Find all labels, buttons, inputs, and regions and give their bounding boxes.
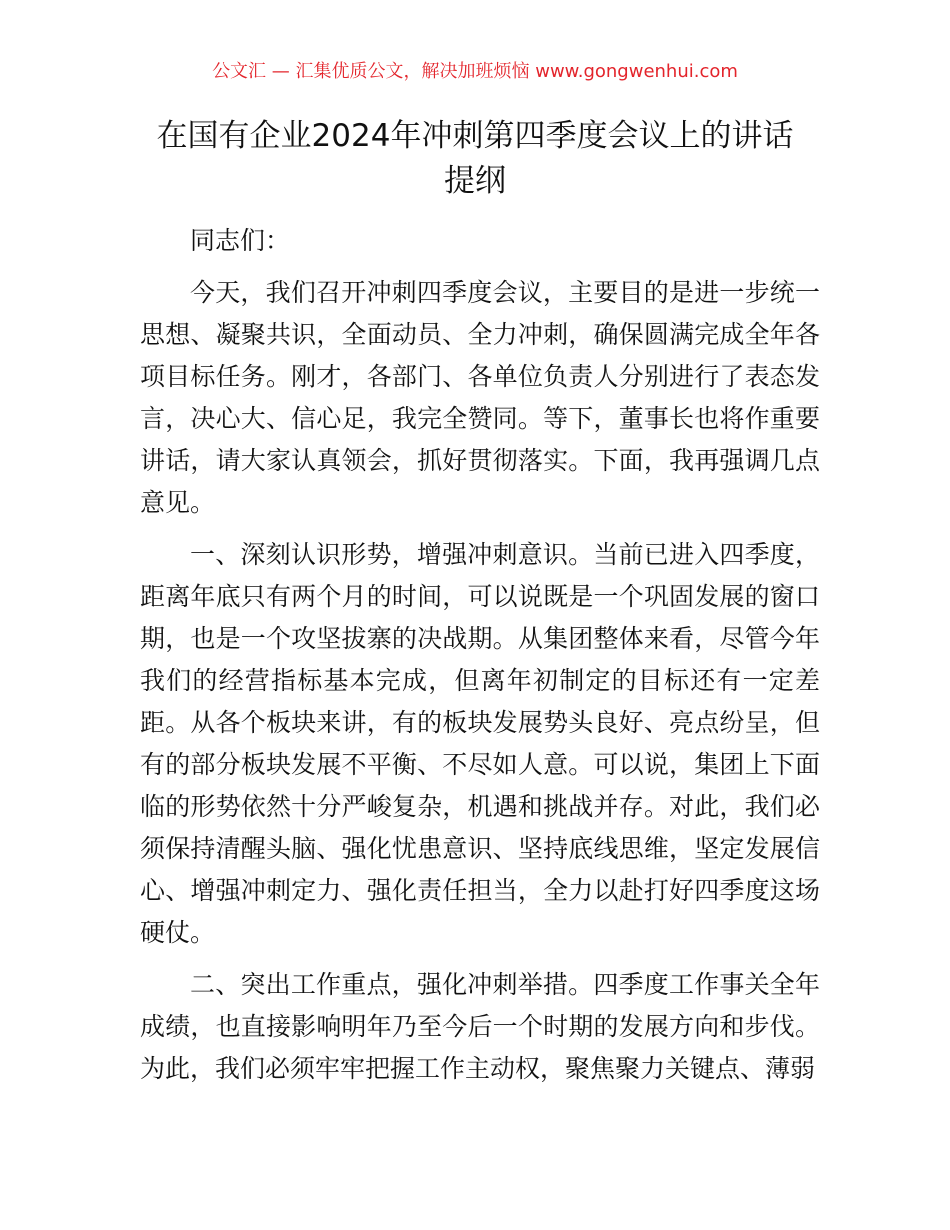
text-line: 思想、凝聚共识，全面动员、全力冲刺，确保圆满完成全年各 [140,320,820,349]
document-body [140,220,820,1100]
text-line: 距。从各个板块来讲，有的板块发展势头良好、亮点纷呈，但 [140,708,820,737]
paragraph [140,220,820,262]
text-line: 心、增强冲刺定力、强化责任担当，全力以赴打好四季度这场 [140,876,820,905]
paragraph [140,272,820,524]
site-watermark-header: 公文汇 — 汇集优质公文，解决加班烦恼 www.gongwenhui.com [212,61,738,82]
text-line: 二、突出工作重点，强化冲刺举措。四季度工作事关全年 [190,970,820,999]
text-line: 硬仗。 [140,918,216,947]
text-line: 为此，我们必须牢牢把握工作主动权，聚焦聚力关键点、薄弱 [140,1054,816,1083]
text-line: 须保持清醒头脑、强化忧患意识、坚持底线思维，坚定发展信 [140,834,820,863]
text-line: 有的部分板块发展不平衡、不尽如人意。可以说，集团上下面 [140,750,820,779]
text-line: 期，也是一个攻坚拔寨的决战期。从集团整体来看，尽管今年 [140,624,820,653]
title-line: 提纲 [444,163,506,199]
text-line: 临的形势依然十分严峻复杂，机遇和挑战并存。对此，我们必 [140,792,820,821]
text-line: 意见。 [140,488,216,517]
text-line: 同志们： [190,226,291,255]
text-line: 我们的经营指标基本完成，但离年初制定的目标还有一定差 [140,666,820,695]
text-line: 成绩，也直接影响明年乃至今后一个时期的发展方向和步伐。 [140,1012,820,1041]
text-line: 讲话，请大家认真领会，抓好贯彻落实。下面，我再强调几点 [140,446,820,475]
text-line: 距离年底只有两个月的时间，可以说既是一个巩固发展的窗口 [140,582,820,611]
text-line: 项目标任务。刚才，各部门、各单位负责人分别进行了表态发 [140,362,820,391]
text-line: 一、深刻认识形势，增强冲刺意识。当前已进入四季度， [190,540,820,569]
text-line: 言，决心大、信心足，我完全赞同。等下，董事长也将作重要 [140,404,820,433]
title-line: 在国有企业2024年冲刺第四季度会议上的讲话 [156,118,794,154]
paragraph [140,534,820,954]
document-title [120,114,830,204]
text-line: 今天，我们召开冲刺四季度会议，主要目的是进一步统一 [190,278,820,307]
paragraph [140,964,820,1090]
